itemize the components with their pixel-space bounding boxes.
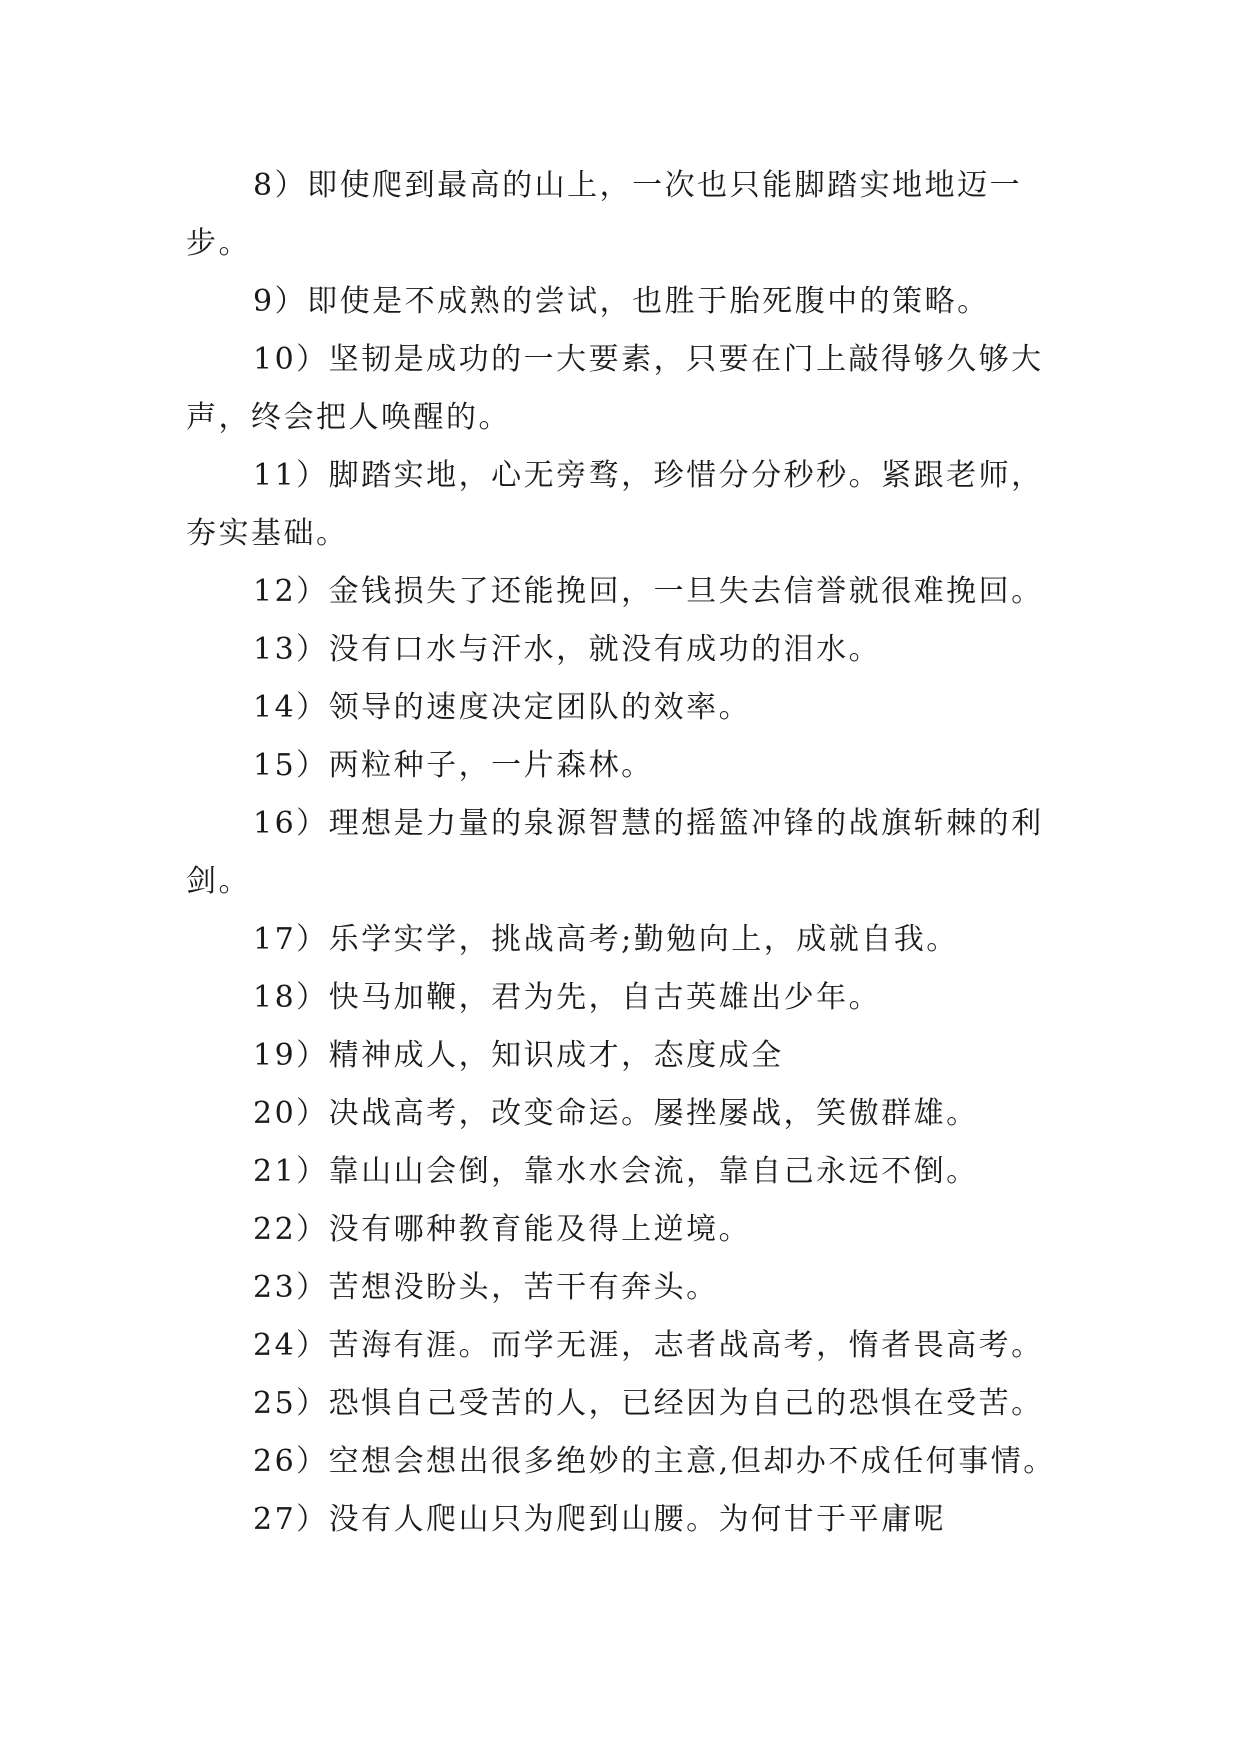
quote-item-23: 23）苦想没盼头，苦干有奔头。 [253, 1270, 719, 1305]
quote-item-26: 26）空想会想出很多绝妙的主意,但却办不成任何事情。 [253, 1444, 1056, 1479]
quote-item-18: 18）快马加鞭，君为先，自古英雄出少年。 [253, 980, 882, 1015]
quote-item-14: 14）领导的速度决定团队的效率。 [253, 690, 752, 725]
quote-item-13: 13）没有口水与汗水，就没有成功的泪水。 [253, 632, 882, 667]
quote-item-19: 19）精神成人，知识成才，态度成全 [253, 1038, 784, 1073]
quote-item-12: 12）金钱损失了还能挽回，一旦失去信誉就很难挽回。 [253, 574, 1044, 609]
quote-item-20: 20）决战高考，改变命运。屡挫屡战，笑傲群雄。 [253, 1096, 979, 1131]
quote-item-9: 9）即使是不成熟的尝试，也胜于胎死腹中的策略。 [253, 284, 990, 319]
quote-item-24: 24）苦海有涯。而学无涯，志者战高考，惰者畏高考。 [253, 1328, 1044, 1363]
quote-item-16: 16）理想是力量的泉源智慧的摇篮冲锋的战旗斩棘的利剑。 [186, 806, 1044, 899]
quote-item-10: 10）坚韧是成功的一大要素，只要在门上敲得够久够大声，终会把人唤醒的。 [186, 342, 1044, 435]
quote-item-21: 21）靠山山会倒，靠水水会流，靠自己永远不倒。 [253, 1154, 979, 1189]
quote-item-25: 25）恐惧自己受苦的人，已经因为自己的恐惧在受苦。 [253, 1386, 1044, 1421]
quote-list [186, 157, 1066, 1549]
quote-item-11: 11）脚踏实地，心无旁骛，珍惜分分秒秒。紧跟老师，夯实基础。 [186, 458, 1044, 551]
quote-item-8: 8）即使爬到最高的山上，一次也只能脚踏实地地迈一步。 [186, 168, 1023, 261]
quote-item-27: 27）没有人爬山只为爬到山腰。为何甘于平庸呢 [253, 1502, 947, 1537]
quote-item-22: 22）没有哪种教育能及得上逆境。 [253, 1212, 752, 1247]
quote-item-17: 17）乐学实学，挑战高考;勤勉向上，成就自我。 [253, 922, 959, 957]
quote-item-15: 15）两粒种子，一片森林。 [253, 748, 654, 783]
